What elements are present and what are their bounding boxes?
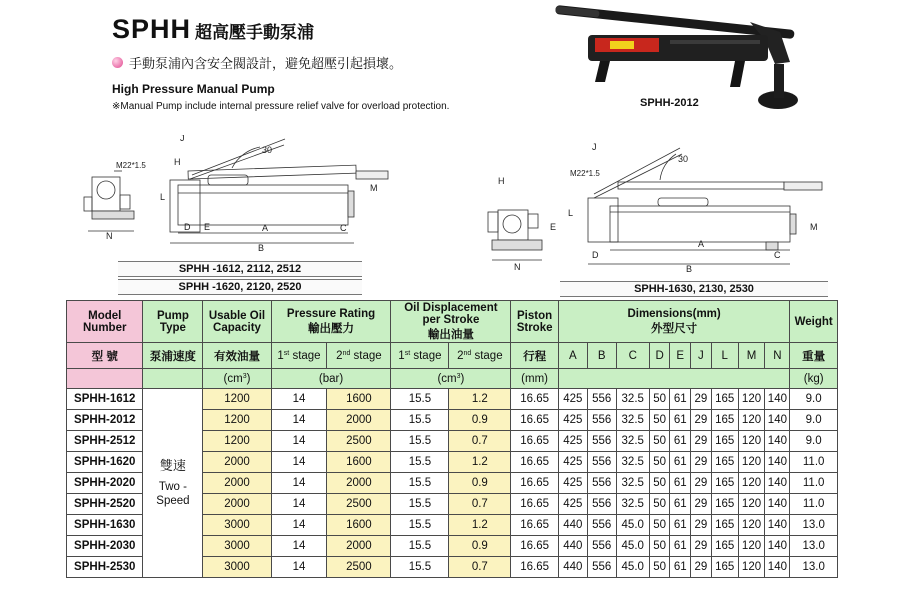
- product-title-zh: 超高壓手動泵浦: [195, 23, 315, 42]
- dim-label-d-right: D: [592, 250, 599, 260]
- angle-label-left: 30: [262, 145, 273, 155]
- pump-type-en1: Two -: [158, 480, 187, 493]
- spec-cell: 1200: [203, 431, 271, 452]
- pump-type-zh: 雙速: [159, 457, 186, 473]
- model-cell: SPHH-1630: [67, 515, 143, 536]
- dim-label-h-left: H: [174, 157, 181, 167]
- dim-label-d-left: D: [184, 222, 191, 232]
- spec-cell: 165: [711, 515, 738, 536]
- spec-cell: 425: [558, 389, 587, 410]
- spec-cell: 14: [271, 473, 327, 494]
- dim-label-l-left: L: [160, 192, 166, 202]
- spec-cell: 15.5: [391, 557, 449, 578]
- spec-cell: 14: [271, 410, 327, 431]
- spec-cell: 29: [691, 389, 712, 410]
- col-dims-zh: 外型尺寸: [651, 322, 698, 335]
- dim-label-e-right: E: [550, 222, 557, 232]
- col-weight-en: Weight: [794, 315, 833, 328]
- spec-cell: 120: [738, 410, 765, 431]
- spec-cell: 140: [765, 473, 790, 494]
- spec-cell: 61: [670, 389, 691, 410]
- spec-cell: 120: [738, 389, 765, 410]
- spec-cell: 2000: [203, 494, 271, 515]
- header-row-3: [67, 369, 838, 389]
- col-oil-header: [203, 301, 271, 343]
- dim-label-h-right: H: [498, 176, 505, 186]
- disp-unit-end: ): [460, 372, 465, 385]
- stage1-rest: stage: [289, 349, 321, 362]
- model-box-right: SPHH-1630, 2130, 2530: [560, 281, 828, 297]
- dim-col-j: J: [691, 343, 712, 369]
- oil-unit-text: (cm: [223, 372, 243, 385]
- model-cell: SPHH-2030: [67, 536, 143, 557]
- spec-cell: 13.0: [790, 515, 838, 536]
- spec-cell: 165: [711, 494, 738, 515]
- spec-cell: 140: [765, 494, 790, 515]
- dim-col-l: L: [711, 343, 738, 369]
- col-weight-header: [790, 301, 838, 343]
- drawing-left: [70, 135, 400, 253]
- stage2-num: 2: [336, 349, 343, 362]
- dim-col-d: D: [649, 343, 670, 369]
- model-cell: SPHH-1620: [67, 452, 143, 473]
- disp-stage2-sup: nd: [463, 349, 472, 357]
- spec-cell: 165: [711, 473, 738, 494]
- spec-cell: 0.7: [449, 431, 511, 452]
- spec-cell: 1200: [203, 389, 271, 410]
- spec-cell: 2000: [327, 473, 391, 494]
- spec-cell: 61: [670, 536, 691, 557]
- spec-cell: 0.9: [449, 410, 511, 431]
- col-dims-header: [558, 301, 789, 343]
- col-oil-unit: [203, 369, 271, 389]
- disp-unit-text: (cm: [437, 372, 457, 385]
- spec-cell: 29: [691, 473, 712, 494]
- spec-cell: 2500: [327, 557, 391, 578]
- dim-col-m: M: [738, 343, 765, 369]
- spec-table: [66, 300, 838, 578]
- stage1-num: 1: [277, 349, 284, 362]
- col-pump-en2: Type: [159, 321, 186, 334]
- spec-cell: 425: [558, 494, 587, 515]
- disp-stage2-num: 2: [457, 349, 464, 362]
- spec-cell: 165: [711, 536, 738, 557]
- spec-cell: 11.0: [790, 494, 838, 515]
- spec-cell: 556: [587, 557, 616, 578]
- spec-cell: 16.65: [511, 452, 559, 473]
- stage2-rest: stage: [350, 349, 382, 362]
- col-pump-zh: 泵浦速度: [143, 343, 203, 369]
- spec-cell: 0.7: [449, 494, 511, 515]
- col-disp-en2: per Stroke: [422, 313, 480, 326]
- spec-cell: 16.65: [511, 389, 559, 410]
- model-cell: SPHH-1612: [67, 389, 143, 410]
- spec-cell: 1.2: [449, 515, 511, 536]
- spec-cell: 2500: [327, 431, 391, 452]
- spec-cell: 32.5: [616, 431, 649, 452]
- spec-cell: 3000: [203, 557, 271, 578]
- col-disp-header: [391, 301, 511, 343]
- col-weight-unit: (kg): [790, 369, 838, 389]
- stage1-sup: st: [283, 349, 290, 357]
- col-disp-stage1: [391, 343, 449, 369]
- col-model-en1: Model: [88, 309, 122, 322]
- dim-label-b-left: B: [258, 243, 265, 253]
- dim-label-b-right: B: [686, 264, 693, 274]
- spec-cell: 50: [649, 557, 670, 578]
- dim-label-a-right: A: [698, 239, 705, 249]
- spec-cell: 1600: [327, 515, 391, 536]
- spec-cell: 32.5: [616, 410, 649, 431]
- spec-cell: 120: [738, 431, 765, 452]
- spec-cell: 1.2: [449, 389, 511, 410]
- model-cell: SPHH-2530: [67, 557, 143, 578]
- spec-cell: 425: [558, 473, 587, 494]
- col-dims-en: Dimensions(mm): [627, 307, 721, 320]
- col-pressure-zh: 輸出壓力: [308, 322, 355, 335]
- disp-stage1-sup: st: [404, 349, 411, 357]
- spec-cell: 32.5: [616, 452, 649, 473]
- spec-cell: 120: [738, 515, 765, 536]
- spec-cell: 45.0: [616, 515, 649, 536]
- col-pressure-en: Pressure Rating: [286, 307, 376, 320]
- spec-cell: 120: [738, 557, 765, 578]
- angle-label-right: 30: [678, 154, 689, 164]
- photo-label: SPHH-2012: [640, 97, 699, 109]
- dim-label-a-left: A: [262, 223, 269, 233]
- dim-label-m-left: M: [370, 183, 378, 193]
- spec-cell: 14: [271, 389, 327, 410]
- spec-cell: 15.5: [391, 431, 449, 452]
- spec-cell: 50: [649, 410, 670, 431]
- dim-col-e: E: [670, 343, 691, 369]
- col-model-zh: 型 號: [67, 343, 143, 369]
- spec-cell: 425: [558, 431, 587, 452]
- spec-cell: 120: [738, 494, 765, 515]
- header-row-1: [67, 301, 838, 343]
- spec-cell: 15.5: [391, 536, 449, 557]
- dim-label-e-left: E: [204, 222, 211, 232]
- spec-cell: 61: [670, 431, 691, 452]
- spec-cell: 16.65: [511, 410, 559, 431]
- spec-cell: 165: [711, 452, 738, 473]
- oil-unit-end: ): [246, 372, 251, 385]
- pump-type-cell: [143, 389, 203, 578]
- spec-cell: 61: [670, 557, 691, 578]
- spec-cell: 14: [271, 494, 327, 515]
- spec-cell: 556: [587, 431, 616, 452]
- spec-cell: 140: [765, 452, 790, 473]
- spec-cell: 14: [271, 557, 327, 578]
- spec-cell: 32.5: [616, 389, 649, 410]
- col-disp-zh: 輸出油量: [427, 328, 474, 341]
- col-stroke-zh: 行程: [511, 343, 559, 369]
- spec-table-body: [67, 389, 838, 578]
- col-stroke-header: [511, 301, 559, 343]
- col-stroke-en1: Piston: [517, 309, 553, 322]
- spec-cell: 15.5: [391, 452, 449, 473]
- col-pressure-unit: (bar): [271, 369, 391, 389]
- col-pump-header: [143, 301, 203, 343]
- spec-cell: 11.0: [790, 452, 838, 473]
- oil-unit-sup: 3: [242, 372, 247, 380]
- col-oil-zh: 有效油量: [203, 343, 271, 369]
- spec-cell: 556: [587, 452, 616, 473]
- spec-cell: 32.5: [616, 473, 649, 494]
- col-dims-unit: [558, 369, 789, 389]
- spec-cell: 9.0: [790, 389, 838, 410]
- spec-cell: 61: [670, 494, 691, 515]
- spec-cell: 29: [691, 431, 712, 452]
- col-disp-en1: Oil Displacement: [404, 301, 498, 314]
- spec-cell: 2000: [327, 410, 391, 431]
- spec-cell: 440: [558, 515, 587, 536]
- col-pressure-stage1: [271, 343, 327, 369]
- spec-cell: 50: [649, 452, 670, 473]
- spec-cell: 14: [271, 452, 327, 473]
- spec-cell: 440: [558, 557, 587, 578]
- spec-cell: 13.0: [790, 557, 838, 578]
- dim-label-m-right: M: [810, 222, 818, 232]
- spec-cell: 45.0: [616, 536, 649, 557]
- spec-cell: 14: [271, 536, 327, 557]
- disp-stage2-rest: stage: [471, 349, 503, 362]
- col-pump-unit: [143, 369, 203, 389]
- spec-cell: 556: [587, 515, 616, 536]
- spec-cell: 15.5: [391, 515, 449, 536]
- spec-cell: 16.65: [511, 515, 559, 536]
- spec-cell: 140: [765, 410, 790, 431]
- spec-cell: 15.5: [391, 410, 449, 431]
- spec-cell: 16.65: [511, 473, 559, 494]
- spec-cell: 120: [738, 473, 765, 494]
- dim-col-n: N: [765, 343, 790, 369]
- model-box-left-1: SPHH -1612, 2112, 2512: [118, 261, 362, 277]
- table-row: [67, 389, 838, 410]
- stage2-sup: nd: [342, 349, 351, 357]
- col-oil-en2: Capacity: [213, 321, 261, 334]
- dim-label-l-right: L: [568, 208, 574, 218]
- drawing-right: [470, 140, 840, 275]
- product-code: SPHH: [112, 14, 192, 44]
- spec-cell: 61: [670, 410, 691, 431]
- spec-cell: 556: [587, 494, 616, 515]
- pump-photo: [550, 2, 810, 112]
- spec-cell: 16.65: [511, 431, 559, 452]
- model-cell: SPHH-2520: [67, 494, 143, 515]
- spec-cell: 425: [558, 410, 587, 431]
- spec-cell: 120: [738, 536, 765, 557]
- col-pressure-header: [271, 301, 391, 343]
- spec-cell: 120: [738, 452, 765, 473]
- model-cell: SPHH-2512: [67, 431, 143, 452]
- spec-cell: 440: [558, 536, 587, 557]
- spec-cell: 0.9: [449, 536, 511, 557]
- spec-cell: 16.65: [511, 494, 559, 515]
- spec-cell: 2500: [327, 494, 391, 515]
- col-stroke-unit: (mm): [511, 369, 559, 389]
- col-pressure-stage2: [327, 343, 391, 369]
- model-cell: SPHH-2012: [67, 410, 143, 431]
- spec-cell: 556: [587, 473, 616, 494]
- spec-cell: 32.5: [616, 494, 649, 515]
- col-model-unit: [67, 369, 143, 389]
- spec-cell: 9.0: [790, 410, 838, 431]
- col-weight-zh: 重量: [790, 343, 838, 369]
- col-disp-unit: [391, 369, 511, 389]
- spec-cell: 61: [670, 452, 691, 473]
- spec-cell: 165: [711, 389, 738, 410]
- disp-stage1-rest: stage: [410, 349, 442, 362]
- dim-label-j-left: J: [180, 135, 185, 143]
- dim-label-c-left: C: [340, 223, 347, 233]
- page-title: [112, 14, 314, 45]
- spec-cell: 45.0: [616, 557, 649, 578]
- col-stroke-en2: Stroke: [516, 321, 553, 334]
- spec-cell: 16.65: [511, 536, 559, 557]
- spec-cell: 140: [765, 557, 790, 578]
- col-disp-stage2: [449, 343, 511, 369]
- dim-label-j-right: J: [592, 142, 597, 152]
- spec-cell: 2000: [203, 452, 271, 473]
- fitting-label-right: M22*1.5: [570, 169, 600, 178]
- spec-cell: 50: [649, 431, 670, 452]
- spec-cell: 13.0: [790, 536, 838, 557]
- model-cell: SPHH-2020: [67, 473, 143, 494]
- spec-cell: 29: [691, 410, 712, 431]
- header-row-2: [67, 343, 838, 369]
- relief-valve-note: ※Manual Pump include internal pressure relief valve for overload protection.: [112, 101, 450, 112]
- spec-cell: 50: [649, 494, 670, 515]
- spec-cell: 165: [711, 557, 738, 578]
- col-oil-en1: Usable Oil: [208, 309, 266, 322]
- spec-cell: 0.9: [449, 473, 511, 494]
- spec-cell: 16.65: [511, 557, 559, 578]
- spec-cell: 1200: [203, 410, 271, 431]
- spec-cell: 11.0: [790, 473, 838, 494]
- safety-bullet: [112, 53, 402, 72]
- dim-col-b: B: [587, 343, 616, 369]
- spec-cell: 3000: [203, 536, 271, 557]
- bullet-dot-icon: [112, 57, 123, 68]
- spec-cell: 29: [691, 494, 712, 515]
- dim-label-n: N: [106, 231, 113, 241]
- spec-cell: 9.0: [790, 431, 838, 452]
- dim-col-c: C: [616, 343, 649, 369]
- spec-cell: 2000: [327, 536, 391, 557]
- spec-cell: 15.5: [391, 494, 449, 515]
- col-model-header: [67, 301, 143, 343]
- spec-cell: 140: [765, 515, 790, 536]
- spec-cell: 15.5: [391, 389, 449, 410]
- spec-cell: 0.7: [449, 557, 511, 578]
- disp-stage1-num: 1: [398, 349, 405, 362]
- spec-cell: 1600: [327, 389, 391, 410]
- spec-cell: 14: [271, 515, 327, 536]
- spec-cell: 2000: [203, 473, 271, 494]
- spec-cell: 140: [765, 536, 790, 557]
- spec-cell: 15.5: [391, 473, 449, 494]
- spec-cell: 50: [649, 515, 670, 536]
- spec-cell: 165: [711, 410, 738, 431]
- spec-cell: 50: [649, 536, 670, 557]
- spec-cell: 165: [711, 431, 738, 452]
- spec-cell: 556: [587, 389, 616, 410]
- col-pump-en1: Pump: [156, 309, 189, 322]
- subtitle: High Pressure Manual Pump: [112, 82, 275, 96]
- spec-cell: 1.2: [449, 452, 511, 473]
- dim-col-a: A: [558, 343, 587, 369]
- spec-cell: 29: [691, 557, 712, 578]
- spec-cell: 29: [691, 536, 712, 557]
- safety-bullet-text: 手動泵浦內含安全閥設計，避免超壓引起損壞。: [129, 56, 403, 71]
- model-box-left-2: SPHH -1620, 2120, 2520: [118, 279, 362, 295]
- spec-cell: 50: [649, 389, 670, 410]
- spec-cell: 14: [271, 431, 327, 452]
- dim-label-c-right: C: [774, 250, 781, 260]
- spec-cell: 425: [558, 452, 587, 473]
- pump-type-en2: Speed: [156, 495, 190, 508]
- spec-cell: 3000: [203, 515, 271, 536]
- spec-cell: 29: [691, 515, 712, 536]
- spec-cell: 1600: [327, 452, 391, 473]
- spec-cell: 140: [765, 389, 790, 410]
- spec-cell: 61: [670, 515, 691, 536]
- spec-cell: 556: [587, 410, 616, 431]
- spec-cell: 29: [691, 452, 712, 473]
- spec-cell: 140: [765, 431, 790, 452]
- dim-label-n-right: N: [514, 262, 521, 272]
- spec-cell: 61: [670, 473, 691, 494]
- spec-cell: 556: [587, 536, 616, 557]
- col-model-en2: Number: [83, 321, 127, 334]
- disp-unit-sup: 3: [456, 372, 461, 380]
- spec-cell: 50: [649, 473, 670, 494]
- fitting-label-left: M22*1.5: [116, 161, 146, 170]
